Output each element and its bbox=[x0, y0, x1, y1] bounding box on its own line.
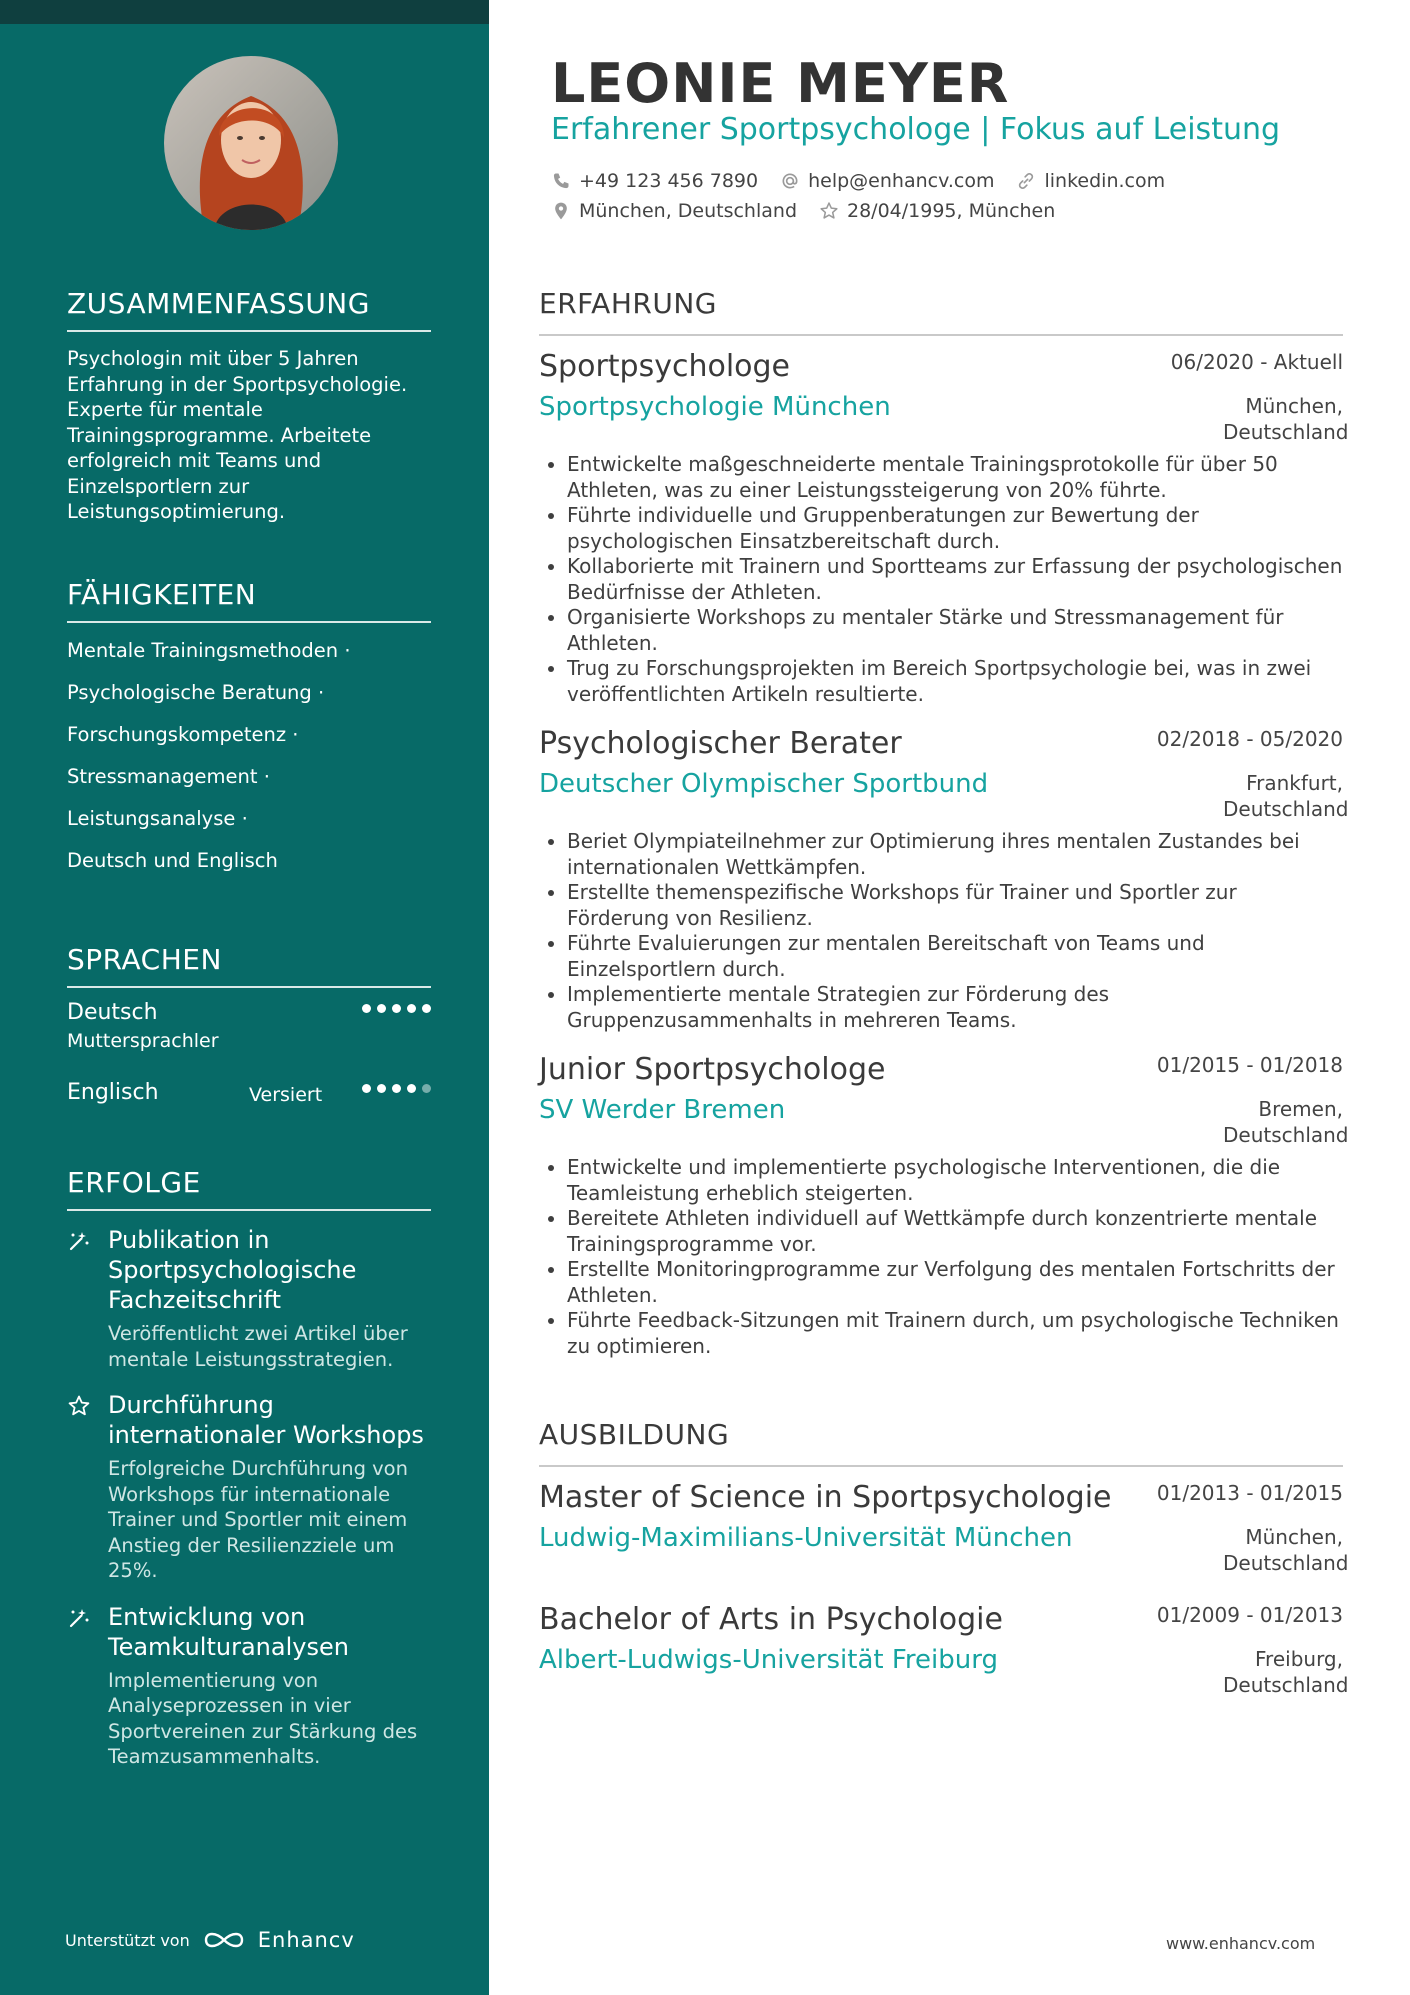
education-heading: AUSBILDUNG bbox=[539, 1418, 1343, 1467]
bullet: • Führte individuelle und Gruppenberatungen zur Bewertung der psychologischen Einsatzbereitschaft durch. bbox=[567, 503, 1343, 554]
rating-dot-filled bbox=[362, 1004, 371, 1013]
contact-email[interactable] bbox=[780, 170, 994, 192]
phone-text: +49 123 456 7890 bbox=[579, 170, 759, 192]
language-level: Versiert bbox=[249, 1084, 323, 1106]
linkedin-text[interactable]: linkedin.com bbox=[1044, 170, 1166, 192]
entry-location: Frankfurt, Deutschland bbox=[1223, 771, 1349, 821]
entry-role: Sportpsychologe bbox=[539, 349, 791, 384]
summary-heading: ZUSAMMENFASSUNG bbox=[67, 287, 431, 332]
link-icon bbox=[1016, 171, 1036, 191]
language-level: Muttersprachler bbox=[67, 1030, 219, 1052]
experience-entry bbox=[539, 348, 1349, 707]
achievement-desc: Veröffentlicht zwei Artikel über mentale Leistungsstrategien. bbox=[108, 1322, 408, 1371]
bullet: • Erstellte Monitoringprogramme zur Verfolgung des mentalen Fortschritts der Athleten. bbox=[567, 1257, 1343, 1308]
education-degree: Bachelor of Arts in Psychologie bbox=[539, 1602, 1003, 1637]
rating-dot-filled bbox=[422, 1004, 431, 1013]
skills-heading: FÄHIGKEITEN bbox=[67, 578, 431, 623]
experience-entry bbox=[539, 725, 1349, 1033]
magic-wand-icon bbox=[67, 1229, 91, 1253]
bullet: • Entwickelte und implementierte psychologische Interventionen, die die Teamleistung erheblich steigerten. bbox=[567, 1155, 1343, 1206]
language-rating bbox=[362, 1084, 431, 1093]
entry-org-row bbox=[539, 1523, 1349, 1575]
entry-location: München, Deutschland bbox=[1223, 394, 1349, 444]
contact-linkedin[interactable] bbox=[1016, 170, 1165, 192]
achievements-heading: ERFOLGE bbox=[67, 1166, 431, 1211]
star-icon bbox=[67, 1394, 91, 1418]
achievement-item bbox=[67, 1225, 431, 1372]
bullet: • Führte Evaluierungen zur mentalen Bereitschaft von Teams und Einzelsportlern durch. bbox=[567, 931, 1343, 982]
entry-date: 01/2015 - 01/2018 bbox=[1156, 1053, 1343, 1077]
achievement-title: Entwicklung von Teamkulturanalysen bbox=[108, 1602, 349, 1661]
rating-dot-filled bbox=[377, 1084, 386, 1093]
language-row bbox=[67, 988, 431, 1068]
star-outline-icon bbox=[819, 201, 839, 221]
achievement-desc: Implementierung von Analyseprozessen in vier Sportvereinen zur Stärkung des Teamzusammenhalts. bbox=[108, 1668, 418, 1768]
achievement-title: Publikation in Sportpsychologische Fachzeitschrift bbox=[108, 1226, 357, 1314]
skills-section bbox=[67, 578, 431, 889]
education-degree: Master of Science in Sportpsychologie bbox=[539, 1480, 1112, 1515]
rating-dot-filled bbox=[362, 1084, 371, 1093]
entry-org: Deutscher Olympischer Sportbund bbox=[539, 769, 989, 799]
entry-bullets bbox=[539, 1155, 1343, 1359]
skill-item: Mentale Trainingsmethoden · bbox=[67, 639, 351, 662]
entry-date: 01/2013 - 01/2015 bbox=[1156, 1481, 1343, 1505]
language-row bbox=[67, 1068, 431, 1132]
at-icon bbox=[780, 171, 800, 191]
entry-role: Junior Sportpsychologe bbox=[539, 1052, 886, 1087]
entry-location: Freiburg, Deutschland bbox=[1223, 1647, 1349, 1697]
bullet: • Implementierte mentale Strategien zur Förderung des Gruppenzusammenhalts in mehreren Teams. bbox=[567, 982, 1343, 1033]
entry-org-row bbox=[539, 392, 1349, 444]
powered-by-label: Unterstützt von bbox=[65, 1930, 190, 1950]
language-name: Deutsch bbox=[67, 1000, 158, 1025]
powered-by bbox=[65, 1928, 355, 1952]
education-section bbox=[539, 1418, 1349, 1697]
rating-dot-filled bbox=[377, 1004, 386, 1013]
skill-item: Leistungsanalyse · bbox=[67, 807, 248, 830]
contact-birth bbox=[819, 200, 1055, 222]
bullet: • Trug zu Forschungsprojekten im Bereich Sportpsychologie bei, was in zwei veröffentlichten Artikeln resultierte. bbox=[567, 656, 1343, 707]
bullet: • Erstellte themenspezifische Workshops für Trainer und Sportler zur Förderung von Resilienz. bbox=[567, 880, 1343, 931]
entry-org: Sportpsychologie München bbox=[539, 392, 891, 422]
achievement-title: Durchführung internationaler Workshops bbox=[108, 1391, 424, 1449]
entry-org-row bbox=[539, 1645, 1349, 1697]
skill-item: Stressmanagement · bbox=[67, 765, 270, 788]
entry-date: 02/2018 - 05/2020 bbox=[1156, 727, 1343, 751]
footer-site[interactable]: www.enhancv.com bbox=[1166, 1934, 1316, 1953]
skill-item: Psychologische Beratung · bbox=[67, 681, 325, 704]
bullet: • Kollaborierte mit Trainern und Sportteams zur Erfassung der psychologischen Bedürfnisse der Athleten. bbox=[567, 554, 1343, 605]
rating-dot-filled bbox=[407, 1084, 416, 1093]
skill-item: Forschungskompetenz · bbox=[67, 723, 299, 746]
bullet: • Beriet Olympiateilnehmer zur Optimierung ihres mentalen Zustandes bei internationalen Wettkämpfen. bbox=[567, 829, 1343, 880]
achievement-item bbox=[67, 1602, 431, 1770]
bullet: • Bereitete Athleten individuell auf Wettkämpfe durch konzentrierte mentale Trainingsprogramme vor. bbox=[567, 1206, 1343, 1257]
contact-row bbox=[551, 170, 1165, 192]
magic-wand-icon bbox=[67, 1606, 91, 1630]
skill-item: Deutsch und Englisch bbox=[67, 849, 278, 872]
achievement-item bbox=[67, 1390, 431, 1584]
rating-dot-filled bbox=[407, 1004, 416, 1013]
rating-dot-filled bbox=[392, 1004, 401, 1013]
phone-icon bbox=[551, 171, 571, 191]
entry-org-row bbox=[539, 769, 1349, 821]
email-text[interactable]: help@enhancv.com bbox=[808, 170, 995, 192]
rating-dot-empty bbox=[422, 1084, 431, 1093]
summary-section bbox=[67, 287, 431, 525]
entry-org-row bbox=[539, 1095, 1349, 1147]
achievements-section bbox=[67, 1166, 431, 1770]
entry-location: Bremen, Deutschland bbox=[1223, 1097, 1349, 1147]
candidate-name: LEONIE MEYER bbox=[551, 52, 1010, 115]
education-school: Ludwig-Maximilians-Universität München bbox=[539, 1523, 1073, 1553]
summary-text: Psychologin mit über 5 Jahren Erfahrung in der Sportpsychologie. Experte für mentale Trainingsprogramme. Arbeitete erfolgreich mit Teams und Einzelsportlern zur Leistungsoptimierung. bbox=[67, 347, 408, 523]
sidebar-top-strip bbox=[0, 0, 489, 24]
profile-photo bbox=[164, 56, 338, 230]
experience-section bbox=[539, 287, 1349, 1359]
entry-date: 06/2020 - Aktuell bbox=[1170, 350, 1343, 374]
enhancv-logo-icon bbox=[202, 1929, 246, 1951]
entry-location: München, Deutschland bbox=[1223, 1525, 1349, 1575]
entry-org: SV Werder Bremen bbox=[539, 1095, 786, 1125]
sidebar bbox=[0, 0, 489, 1995]
education-school: Albert-Ludwigs-Universität Freiburg bbox=[539, 1645, 998, 1675]
language-rating bbox=[362, 1004, 431, 1013]
contact-phone bbox=[551, 170, 758, 192]
rating-dot-filled bbox=[392, 1084, 401, 1093]
contact-location bbox=[551, 200, 797, 222]
experience-heading: ERFAHRUNG bbox=[539, 287, 1343, 336]
birth-text: 28/04/1995, München bbox=[847, 200, 1056, 222]
languages-heading: SPRACHEN bbox=[67, 943, 431, 988]
entry-bullets bbox=[539, 452, 1343, 707]
skills-list bbox=[67, 637, 431, 889]
location-text: München, Deutschland bbox=[579, 200, 797, 222]
experience-entry bbox=[539, 1051, 1349, 1359]
contact-row-2 bbox=[551, 200, 1055, 222]
enhancv-wordmark: Enhancv bbox=[257, 1928, 355, 1952]
achievement-desc: Erfolgreiche Durchführung von Workshops für internationale Trainer und Sportler mit einem Anstieg der Resilienzziele um 25%. bbox=[108, 1457, 408, 1582]
location-pin-icon bbox=[551, 201, 571, 221]
entry-date: 01/2009 - 01/2013 bbox=[1156, 1603, 1343, 1627]
entry-role: Psychologischer Berater bbox=[539, 726, 902, 761]
education-entry bbox=[539, 1601, 1349, 1697]
candidate-title: Erfahrener Sportpsychologe | Fokus auf Leistung bbox=[551, 112, 1281, 147]
language-name: Englisch bbox=[67, 1080, 159, 1105]
profile-photo-image bbox=[164, 56, 338, 230]
entry-bullets bbox=[539, 829, 1343, 1033]
bullet: • Organisierte Workshops zu mentaler Stärke und Stressmanagement für Athleten. bbox=[567, 605, 1343, 656]
languages-section bbox=[67, 943, 431, 1132]
bullet: • Führte Feedback-Sitzungen mit Trainern durch, um psychologische Techniken zu optimieren. bbox=[567, 1308, 1343, 1359]
bullet: • Entwickelte maßgeschneiderte mentale Trainingsprotokolle für über 50 Athleten, was zu einer Leistungssteigerung von 20% führte. bbox=[567, 452, 1343, 503]
education-entry bbox=[539, 1479, 1349, 1575]
